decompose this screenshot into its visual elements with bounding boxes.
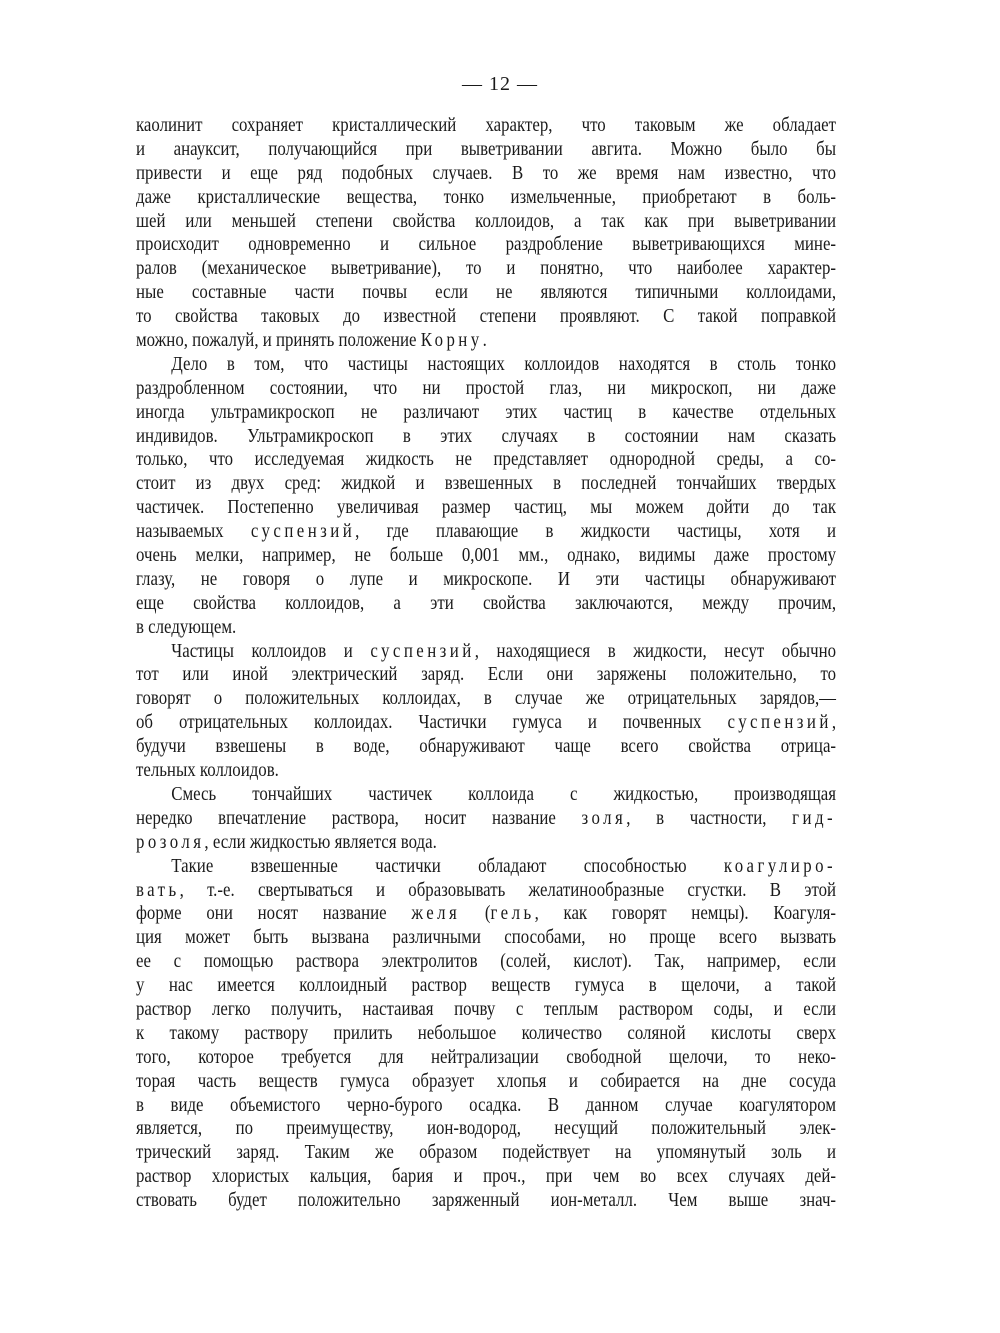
text-line: то свойства таковых до известной степени проявляют. С такой поправкой — [136, 306, 837, 328]
text-line: ствовать будет положительно заряженный ион-металл. Чем выше знач- — [136, 1190, 837, 1212]
spaced-term: гель — [490, 903, 535, 925]
spaced-term: Корну — [420, 330, 483, 352]
paragraph — [136, 855, 836, 1213]
text-line: раствор хлористых кальция, бария и проч., при чем во всех случаях дей- — [136, 1166, 837, 1188]
paragraph — [136, 114, 836, 353]
text-line: индивидов. Ультрамикроскоп в этих случаях в состоянии нам сказать — [136, 425, 837, 447]
text-line: ные составные части почвы если не являются типичными коллоидами, — [136, 282, 837, 304]
page-number: — 12 — — [462, 73, 538, 95]
text-line: розоля, если жидкостью является вода. — [136, 831, 437, 853]
text-line: Такие взвешенные частички обладают способностью коагулиро- — [171, 855, 837, 877]
text-line: к такому раствору прилить небольшое количество соляной кислоты сверх — [136, 1022, 837, 1044]
text-line: называемых суспензий, где плавающие в жидкости частицы, хотя и — [136, 521, 837, 543]
spaced-term: коагулиро- — [723, 855, 837, 877]
spaced-term: суспензий — [727, 712, 832, 734]
text-line: Смесь тончайших частичек коллоида с жидкостью, производящая — [171, 783, 837, 805]
spaced-term: гид- — [792, 807, 837, 829]
text-line: форме они носят название желя (гель, как говорят немцы). Коагуля- — [136, 903, 837, 925]
text-line: и анауксит, получающийся при выветривании авгита. Можно было бы — [136, 138, 837, 160]
text-line: тельных коллоидов. — [136, 760, 279, 782]
text-line: ралов (механическое выветривание), то и понятно, что наиболее характер- — [136, 258, 837, 280]
text-line: очень мелки, например, не больше 0,001 мм., однако, видимы даже простому — [136, 545, 837, 567]
text-line: ция может быть вызвана различными способами, но проще всего вызвать — [136, 927, 837, 949]
text-line: того, которое требуется для нейтрализации свободной щелочи, то неко- — [136, 1046, 837, 1068]
text-line: у нас имеется коллоидный раствор веществ гумуса в щелочи, а такой — [136, 975, 837, 997]
text-line: об отрицательных коллоидах. Частички гумуса и почвенных суспензий, — [136, 712, 837, 734]
text-line: еще свойства коллоидов, а эти свойства заключаются, между прочим, — [136, 592, 837, 614]
text-line: происходит одновременно и сильное раздробление выветривающихся мине- — [136, 234, 837, 256]
text-line: вать, т.-е. свертываться и образовывать желатинообразные сгустки. В этой — [136, 879, 837, 901]
text-line: стоит из двух сред: жидкой и взвешенных в последней тончайших твердых — [136, 473, 837, 495]
text-line: даже кристаллические вещества, тонко измельченные, приобретают в боль- — [136, 186, 837, 208]
text-line: в виде объемистого черно-бурого осадка. В данном случае коагулятором — [136, 1094, 837, 1116]
spaced-term: суспензий — [250, 521, 356, 543]
text-line: иногда ультрамикроскоп не различают этих частиц в качестве отдельных — [136, 401, 837, 423]
text-line: глазу, не говоря о лупе и микроскопе. И эти частицы обнаруживают — [136, 568, 837, 590]
text-line: раздробленном состоянии, что ни простой глаз, ни микроскоп, ни даже — [136, 377, 837, 399]
text-line: ее с помощью раствора электролитов (солей, кислот). Так, например, если — [136, 951, 837, 973]
text-line: каолинит сохраняет кристаллический характер, что таковым же обладает — [136, 115, 837, 136]
text-line: говорят о положительных коллоидах, в случае же отрицательных зарядов,— — [136, 688, 837, 710]
text-line: нередко впечатление раствора, носит название золя, в частности, гид- — [136, 807, 837, 829]
spaced-term: золя — [581, 807, 627, 829]
text-line: трический заряд. Таким же образом подействует на упомянутый золь и — [136, 1142, 837, 1164]
text-line: тот или иной электрический заряд. Если они заряжены положительно, то — [136, 664, 837, 686]
text-line: только, что исследуемая жидкость не представляет однородной среды, а со- — [136, 449, 837, 471]
text-line: можно, пожалуй, и принять положение Корну. — [136, 330, 487, 352]
paragraph — [136, 640, 836, 783]
text-line: Частицы коллоидов и суспензий, находящиеся в жидкости, несут обычно — [171, 640, 837, 662]
paragraph — [136, 353, 836, 640]
text-line: является, по преимуществу, ион-водород, несущий положительный элек- — [136, 1118, 837, 1140]
text-line: Дело в том, что частицы настоящих коллоидов находятся в столь тонко — [171, 353, 837, 375]
body-text — [136, 114, 836, 1213]
text-line: торая часть веществ гумуса образует хлопья и собирается на дне сосуда — [136, 1070, 837, 1092]
spaced-term: суспензий — [370, 640, 475, 662]
text-line: шей или меньшей степени свойства коллоидов, а так как при выветривании — [136, 210, 837, 232]
text-line: в следующем. — [136, 616, 237, 638]
spaced-term: желя — [411, 903, 461, 925]
text-line: привести и еще ряд подобных случаев. В то же время нам известно, что — [136, 162, 837, 184]
text-line: будучи взвешены в воде, обнаруживают чаще всего свойства отрица- — [136, 736, 837, 758]
spaced-term: вать — [136, 879, 180, 901]
paragraph — [136, 783, 836, 855]
spaced-term: розоля — [136, 831, 205, 853]
text-line: частичек. Постепенно увеличивая размер частиц, мы можем дойти до так — [136, 497, 837, 519]
text-line: раствор легко получить, настаивая почву с теплым раствором соды, и если — [136, 998, 837, 1020]
